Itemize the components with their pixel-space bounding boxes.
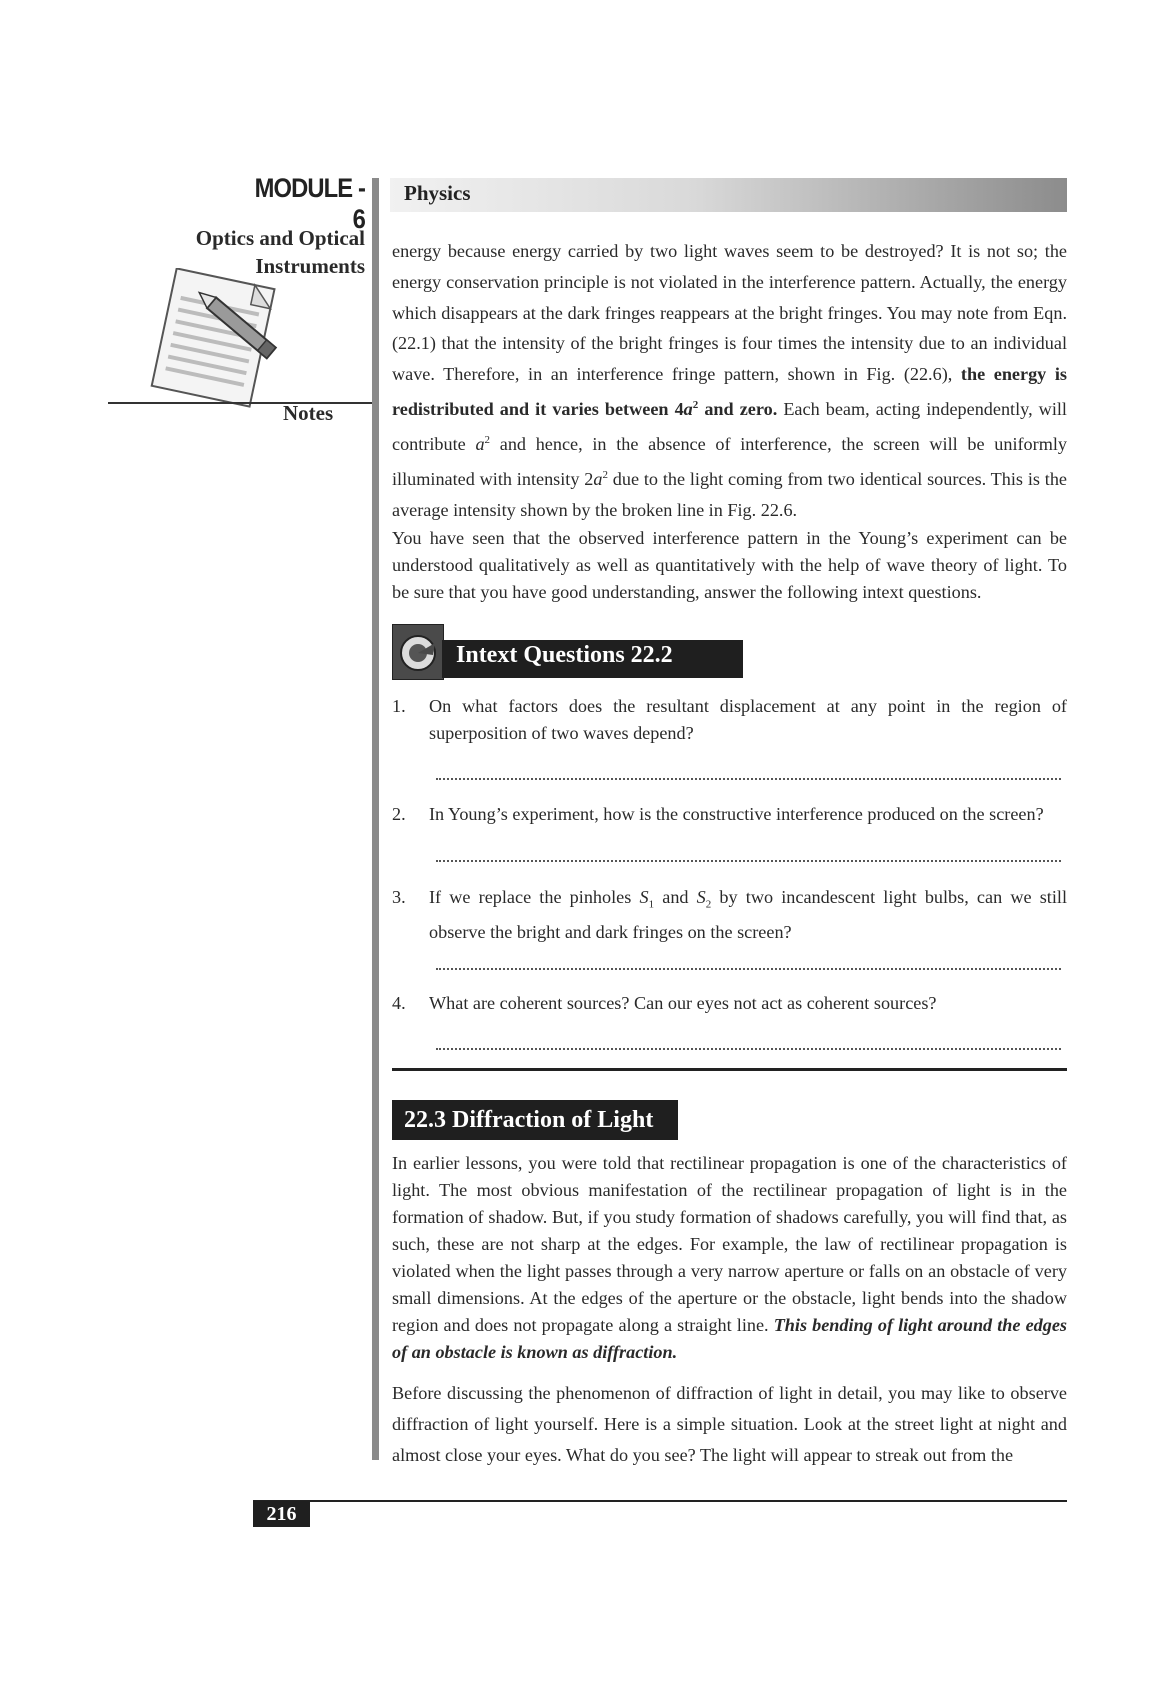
paragraph-text: Before discussing the phenomenon of diffraction of light in detail, you may like to observe diffraction of light yourself. Here is a simple situation. Look at the street light at night and almost close your eyes. What do you see? The light will appear to streak out from the [392, 1383, 1067, 1465]
question-text: What are coherent sources? Can our eyes not act as coherent sources? [429, 993, 937, 1013]
section-heading: 22.3 Diffraction of Light [392, 1100, 678, 1140]
paragraph-observe-diffraction [392, 1378, 1067, 1470]
question-1 [392, 693, 1067, 747]
question-2 [392, 801, 1067, 828]
subject-header-band [390, 178, 1067, 212]
paragraph-energy-redistribution [392, 236, 1067, 525]
module-title: MODULE - 6 [254, 173, 365, 234]
question-icon [392, 624, 444, 680]
text-run: due to the light coming from two identical sources. This is the average intensity shown by the broken line in Fig. 22.6. [392, 468, 1067, 520]
question-4 [392, 990, 1067, 1017]
bold-run: and zero. [698, 399, 778, 420]
symbol-s: S [696, 887, 706, 907]
text-run: In earlier lessons, you were told that rectilinear propagation is one of the characteristics of light. The most obvious manifestation of the rectilinear propagation of light is in the formation of shadow. But, if you study formation of shadows carefully, you will find that, as such, these are not sharp at the edges. For example, the law of rectilinear propagation is violated when the light passes through a very narrow aperture or falls on an obstacle of very small dimensions. At the edges of the aperture or the obstacle, light bends into the shadow region and does not propagate along a straight line. [392, 1153, 1067, 1335]
text-run: If we replace the pinholes [429, 887, 640, 907]
bold-run: the energy is redistributed and it varies between 4 [392, 364, 1067, 420]
text-run: and hence, in the absence of interference, the screen will be uniformly illuminated with intensity 2 [392, 433, 1067, 489]
text-run: and [654, 887, 697, 907]
question-number: 4. [392, 993, 406, 1013]
notes-label: Notes [283, 401, 334, 425]
module-subtitle-line2: Instruments [255, 254, 365, 278]
answer-dotted-line [436, 1042, 1061, 1050]
margin-divider-bar [372, 178, 379, 1460]
question-number: 3. [392, 887, 406, 907]
question-number: 1. [392, 696, 406, 716]
emphasis-definition: This bending of light around the edges of an obstacle is known as diffraction. [392, 1315, 1067, 1362]
module-subtitle-line1: Optics and Optical [195, 226, 365, 250]
section-divider [392, 1068, 1067, 1071]
intext-questions-heading [392, 624, 743, 666]
paragraph-text: You have seen that the observed interference pattern in the Young’s experiment can be understood qualitatively as well as quantitatively with the help of wave theory of light. To be sure that you have good understanding, answer the following intext questions. [392, 528, 1067, 603]
paragraph-intext-intro [392, 525, 1067, 607]
answer-dotted-line [436, 854, 1061, 862]
question-number: 2. [392, 804, 406, 824]
text-run: by two incandescent light bulbs, can we still observe the bright and dark fringes on the screen? [429, 887, 1067, 942]
intext-title: Intext Questions 22.2 [456, 642, 673, 668]
symbol-a: a [475, 433, 485, 454]
footer-rule [253, 1500, 1067, 1502]
superscript: 2 [692, 398, 699, 411]
subscript: 2 [705, 898, 712, 911]
question-text: In Young’s experiment, how is the constructive interference produced on the screen? [429, 804, 1044, 824]
superscript: 2 [484, 433, 491, 446]
symbol-a: a [593, 468, 603, 489]
answer-dotted-line [436, 962, 1061, 970]
paragraph-diffraction-definition [392, 1150, 1067, 1366]
text-run: Each beam, acting independently, will contribute [392, 399, 1067, 454]
question-3 [392, 884, 1067, 946]
page-number: 216 [253, 1501, 310, 1527]
question-text [429, 884, 1067, 946]
answer-dotted-line [436, 772, 1061, 780]
subject-label: Physics [404, 181, 471, 205]
superscript: 2 [602, 468, 608, 481]
text-run: energy because energy carried by two light waves seem to be destroyed? It is not so; the energy conservation principle is not violated in the interference pattern. Actually, the energy which disappears at the dark fringes reappears at the bright fringes. You may note from Eqn. (22.1) that the intensity of the bright fringes is four times the intensity due to an individual wave. Therefore, in an interference fringe pattern, shown in Fig. (22.6), [392, 241, 1067, 385]
question-text: On what factors does the resultant displacement at any point in the region of superposition of two waves depend? [429, 696, 1067, 743]
notes-paper-pencil-icon [140, 268, 290, 418]
symbol-s: S [639, 887, 649, 907]
symbol-a: a [683, 399, 693, 420]
subscript: 1 [648, 898, 655, 911]
